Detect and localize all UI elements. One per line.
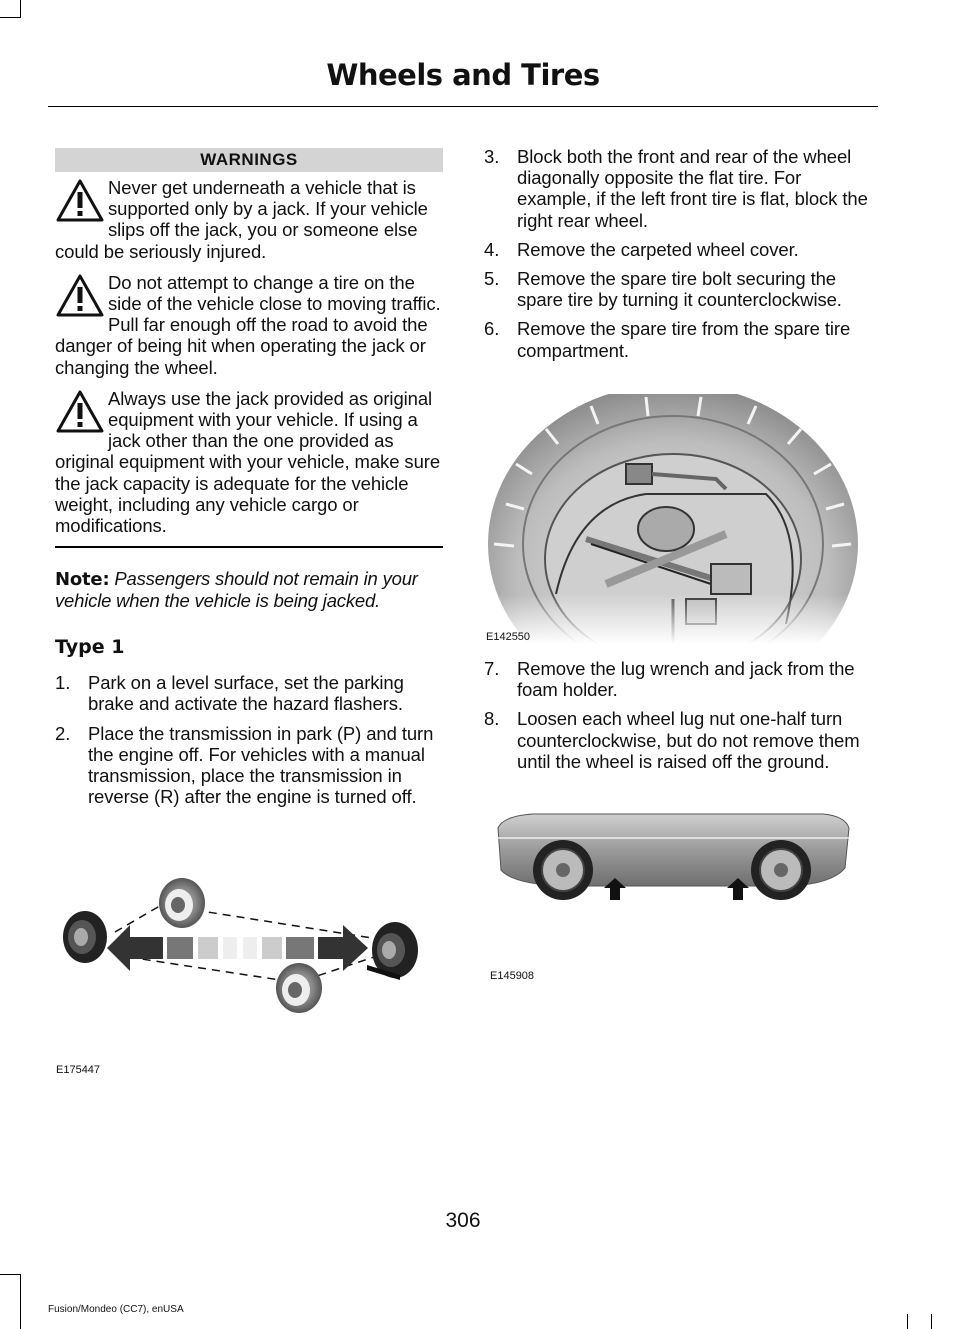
figure-label: E175447 xyxy=(56,1064,101,1076)
note-text: Passengers should not remain in your vehicle when the vehicle is being jacked. xyxy=(55,568,418,612)
step-text: Remove the spare tire bolt securing the spare tire by turning it counterclockwise. xyxy=(517,268,842,311)
list-item xyxy=(55,723,443,808)
section-divider xyxy=(55,546,443,548)
section-heading: Type 1 xyxy=(55,636,125,659)
step-text: Remove the carpeted wheel cover. xyxy=(517,238,799,260)
warning-triangle-icon xyxy=(55,273,105,319)
warning-text: Do not attempt to change a tire on the side of the vehicle close to moving traffic. Pull far enough off the road to avoid the danger of being hit when operating the jack or changing the wheel. xyxy=(55,271,441,378)
crop-mark xyxy=(907,1314,908,1329)
warnings-heading: WARNINGS xyxy=(55,148,443,172)
warning-triangle-icon xyxy=(55,389,105,435)
list-item xyxy=(55,672,443,714)
header-rule xyxy=(48,106,878,107)
warning-item xyxy=(55,272,443,378)
wheel-blocking-diagram xyxy=(55,870,445,1020)
warning-item xyxy=(55,177,443,262)
front-wheel xyxy=(533,840,593,900)
warning-item xyxy=(55,388,443,536)
step-number: 7. xyxy=(484,658,500,679)
page-number: 306 xyxy=(445,1209,481,1232)
figure-label: E145908 xyxy=(490,970,535,982)
step-number: 8. xyxy=(484,708,500,730)
step-number: 5. xyxy=(484,268,500,290)
tire-rear-right-blocked xyxy=(367,922,418,980)
tire-front-right xyxy=(276,963,322,1013)
right-column xyxy=(484,146,874,369)
vehicle-jack-points-illustration xyxy=(493,808,853,908)
list-item xyxy=(484,239,874,260)
step-text: Loosen each wheel lug nut one-half turn counterclockwise, but do not remove them until the wheel is raised off the ground. xyxy=(517,708,860,772)
spare-tire-compartment-illustration xyxy=(486,394,861,644)
crop-mark xyxy=(20,1274,21,1329)
list-item xyxy=(484,146,874,231)
step-text: Remove the lug wrench and jack from the foam holder. xyxy=(517,658,855,701)
step-number: 6. xyxy=(484,318,500,340)
list-item xyxy=(484,268,874,310)
step-number: 1. xyxy=(55,672,71,694)
warning-triangle-icon xyxy=(55,178,105,224)
list-item xyxy=(484,708,874,772)
step-text: Remove the spare tire from the spare tire compartment. xyxy=(517,318,851,361)
steps-list xyxy=(55,672,443,807)
steps-list xyxy=(484,658,874,772)
list-item xyxy=(484,318,874,360)
rear-wheel xyxy=(751,840,811,900)
right-column-lower xyxy=(484,658,874,780)
warning-text: Always use the jack provided as original equipment with your vehicle. If using a jack other than the one provided as original equipment with your vehicle, make sure the jack capacity is adequate for the vehicle weight, including any vehicle cargo or modifications. xyxy=(55,387,441,537)
footer-text: Fusion/Mondeo (CC7), enUSA xyxy=(48,1304,184,1315)
step-number: 2. xyxy=(55,722,71,744)
crop-mark xyxy=(0,1274,20,1275)
tire-front-left xyxy=(63,911,107,963)
page-title: Wheels and Tires xyxy=(326,58,600,92)
figure-label: E142550 xyxy=(486,631,531,643)
warning-text: Never get underneath a vehicle that is supported only by a jack. If your vehicle slips off the jack, you or someone else could be seriously injured. xyxy=(55,177,428,262)
left-column xyxy=(55,148,443,815)
step-number: 3. xyxy=(484,146,500,167)
step-text: Park on a level surface, set the parking brake and activate the hazard flashers. xyxy=(88,672,404,715)
tire-rear-left xyxy=(159,878,205,928)
step-text: Block both the front and rear of the wheel diagonally opposite the flat tire. For example, if the left front tire is flat, block the right rear wheel. xyxy=(517,146,868,231)
crop-mark xyxy=(0,17,20,18)
note xyxy=(55,568,443,611)
step-text: Place the transmission in park (P) and turn the engine off. For vehicles with a manual transmission, place the transmission in reverse (R) after the engine is turned off. xyxy=(88,722,434,808)
note-label: Note: xyxy=(55,569,110,591)
crop-mark xyxy=(931,1314,932,1329)
crop-mark xyxy=(20,0,21,18)
step-number: 4. xyxy=(484,238,500,260)
list-item xyxy=(484,658,874,700)
steps-list xyxy=(484,146,874,361)
